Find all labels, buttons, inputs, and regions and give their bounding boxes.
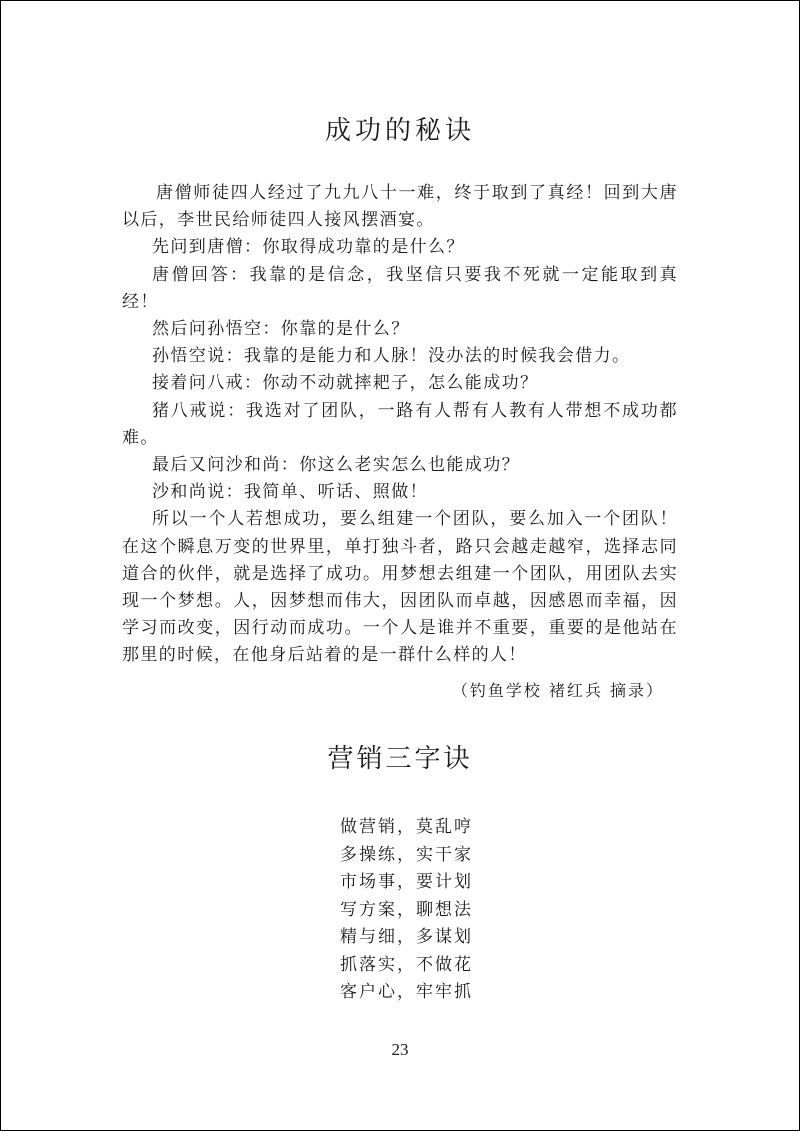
article-paragraph-question-shaseng: 最后又问沙和尚：你这么老实怎么也能成功？ xyxy=(152,455,520,476)
poem-line: 客户心，牢牢抓 xyxy=(340,982,473,1002)
article-paragraph-question-wukong: 然后问孙悟空：你靠的是什么？ xyxy=(152,319,410,340)
article-paragraph-question-bajie: 接着问八戒：你动不动就摔耙子，怎么能成功？ xyxy=(152,373,539,394)
page-number: 23 xyxy=(391,1040,409,1059)
article-paragraph-conclusion: 所以一个人若想成功，要么组建一个团队，要么加入一个团队！在这个瞬息万变的世界里，单打独斗者，路只会越走越窄，选择志同道合的伙伴，就是选择了成功。用梦想去组建一个团队，用团队去实现一个梦想。人，因梦想而伟大，因团队而卓越，因感恩而幸福，因学习而改变，因行动而成功。一个人是谁并不重要，重要的是他站在那里的时候，在他身后站着的是一群什么样的人！ xyxy=(122,509,678,666)
article-paragraph-question-tangseng: 先问到唐僧：你取得成功靠的是什么？ xyxy=(152,237,465,258)
poem-title: 营销三字诀 xyxy=(327,744,473,774)
article-paragraph-answer-shaseng: 沙和尚说：我简单、听话、照做！ xyxy=(152,482,428,503)
poem-line: 写方案，聊想法 xyxy=(340,899,473,920)
article-attribution: （钓鱼学校 褚红兵 摘录） xyxy=(451,681,664,700)
article-body xyxy=(122,180,678,670)
article-paragraph-answer-wukong: 孙悟空说：我靠的是能力和人脉！没办法的时候我会借力。 xyxy=(152,346,631,367)
poem-line: 多操练，实干家 xyxy=(340,844,473,865)
poem-line: 做营销，莫乱哼 xyxy=(340,817,473,837)
poem-body xyxy=(340,814,473,1007)
article-paragraph-answer-tangseng: 唐僧回答：我靠的是信念，我坚信只要我不死就一定能取到真经！ xyxy=(122,264,678,312)
poem-line: 精与细，多谋划 xyxy=(340,927,473,947)
poem-line: 市场事，要计划 xyxy=(340,872,473,892)
article-paragraph-intro: 唐僧师徒四人经过了九九八十一难，终于取到了真经！回到大唐以后，李世民给师徒四人接风摆酒宴。 xyxy=(122,183,678,231)
poem-line: 抓落实，不做花 xyxy=(340,954,473,975)
article-paragraph-answer-bajie: 猪八戒说：我选对了团队，一路有人帮有人教有人带想不成功都难。 xyxy=(122,400,678,448)
article-title: 成功的秘诀 xyxy=(324,116,475,146)
